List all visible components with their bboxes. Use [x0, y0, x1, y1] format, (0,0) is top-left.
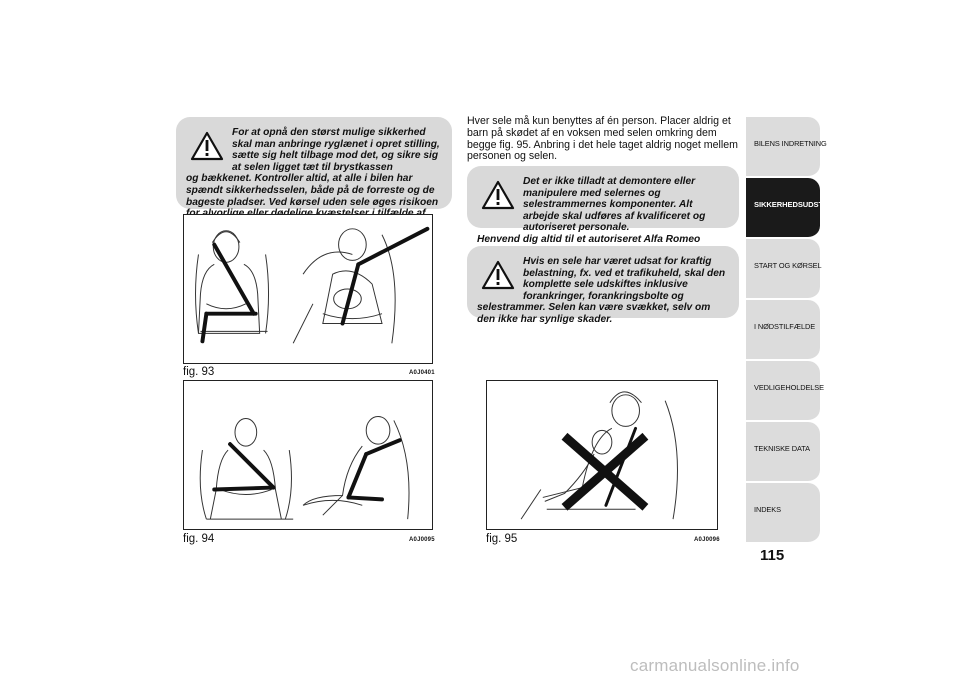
- warning-text-tail: Henvend dig altid til et autoriseret Alfa Romeo: [477, 233, 701, 245]
- warning-text-tail: og bækkenet. Kontroller altid, at alle i bilen har spændt sikkerhedsselen, både på de forreste og de bageste pladser. Ved kørsel uden sele øges risikoen: [186, 173, 439, 208]
- tab-i-nodstilfaelde[interactable]: I NØDSTILFÆLDE: [746, 300, 820, 360]
- watermark-text: carmanualsonline.info: [630, 656, 800, 675]
- figure-93-code: A0J0401: [409, 370, 435, 376]
- warning-triangle-icon: [481, 180, 515, 210]
- seatbelt-position-illustration: [184, 381, 432, 529]
- warning-text-head: Hvis en sele har været udsat for kraftig belastning, fx. ved et trafikuheld, skal den komplette sele udskiftes inklusive forankringer, forankringsbolte og: [523, 256, 726, 302]
- figure-93-label: fig. 93: [183, 366, 215, 378]
- warning-text-tail: selestrammer. Selen kan være svækket, selv om den ikke har synlige skader.: [477, 302, 711, 325]
- warning-box-no-tampering: [467, 166, 739, 245]
- tab-vedligeholdelse[interactable]: VEDLIGEHOLDELSE: [746, 361, 820, 421]
- figure-94-label: fig. 94: [183, 533, 215, 545]
- tab-indeks[interactable]: INDEKS: [746, 483, 820, 543]
- seatbelt-wearing-illustration: [184, 215, 432, 363]
- seatbelt-usage-text: Hver sele må kun benyttes af én person. Placer aldrig et barn på skødet af en voksen med selen omkring dem begge fig. 95. Anbring i det hele taget aldrig noget mellem personen og selen.: [467, 115, 738, 163]
- warning-text-head: Det er ikke tilladt at demontere eller manipulere med selernes og selestrammernes komponenter. Alt arbejde skal udføres af kvalificeret og autoriseret personale.: [523, 176, 706, 234]
- prohibited-cross-icon: [565, 436, 646, 507]
- tab-start-og-korsel[interactable]: START OG KØRSEL: [746, 239, 820, 299]
- tab-sikkerhedsudstyr[interactable]: SIKKERHEDSUDSTYR: [746, 178, 820, 238]
- figure-94-illustration: [183, 380, 433, 530]
- figure-94-code: A0J0095: [409, 537, 435, 543]
- warning-box-replace-after-load: [467, 246, 739, 325]
- child-on-lap-illustration: [487, 381, 717, 529]
- tab-tekniske-data[interactable]: TEKNISKE DATA: [746, 422, 820, 482]
- figure-95-label: fig. 95: [486, 533, 518, 545]
- tab-bilens-indretning[interactable]: BILENS INDRETNING: [746, 117, 820, 177]
- warning-triangle-icon: [190, 131, 224, 161]
- page-number: 115: [760, 547, 785, 564]
- warning-box-seat-position: [176, 117, 452, 209]
- figure-95-illustration: [486, 380, 718, 530]
- warning-triangle-icon: [481, 260, 515, 290]
- figure-95-code: A0J0096: [694, 537, 720, 543]
- chapter-tabs: [746, 117, 834, 545]
- warning-text-head: For at opnå den størst mulige sikkerhed skal man anbringe ryglænet i opret stilling, sætte sig helt tilbage mod det, og sikre sig at selen ligget tæt til brystkassen: [232, 127, 440, 173]
- figure-93-illustration: [183, 214, 433, 364]
